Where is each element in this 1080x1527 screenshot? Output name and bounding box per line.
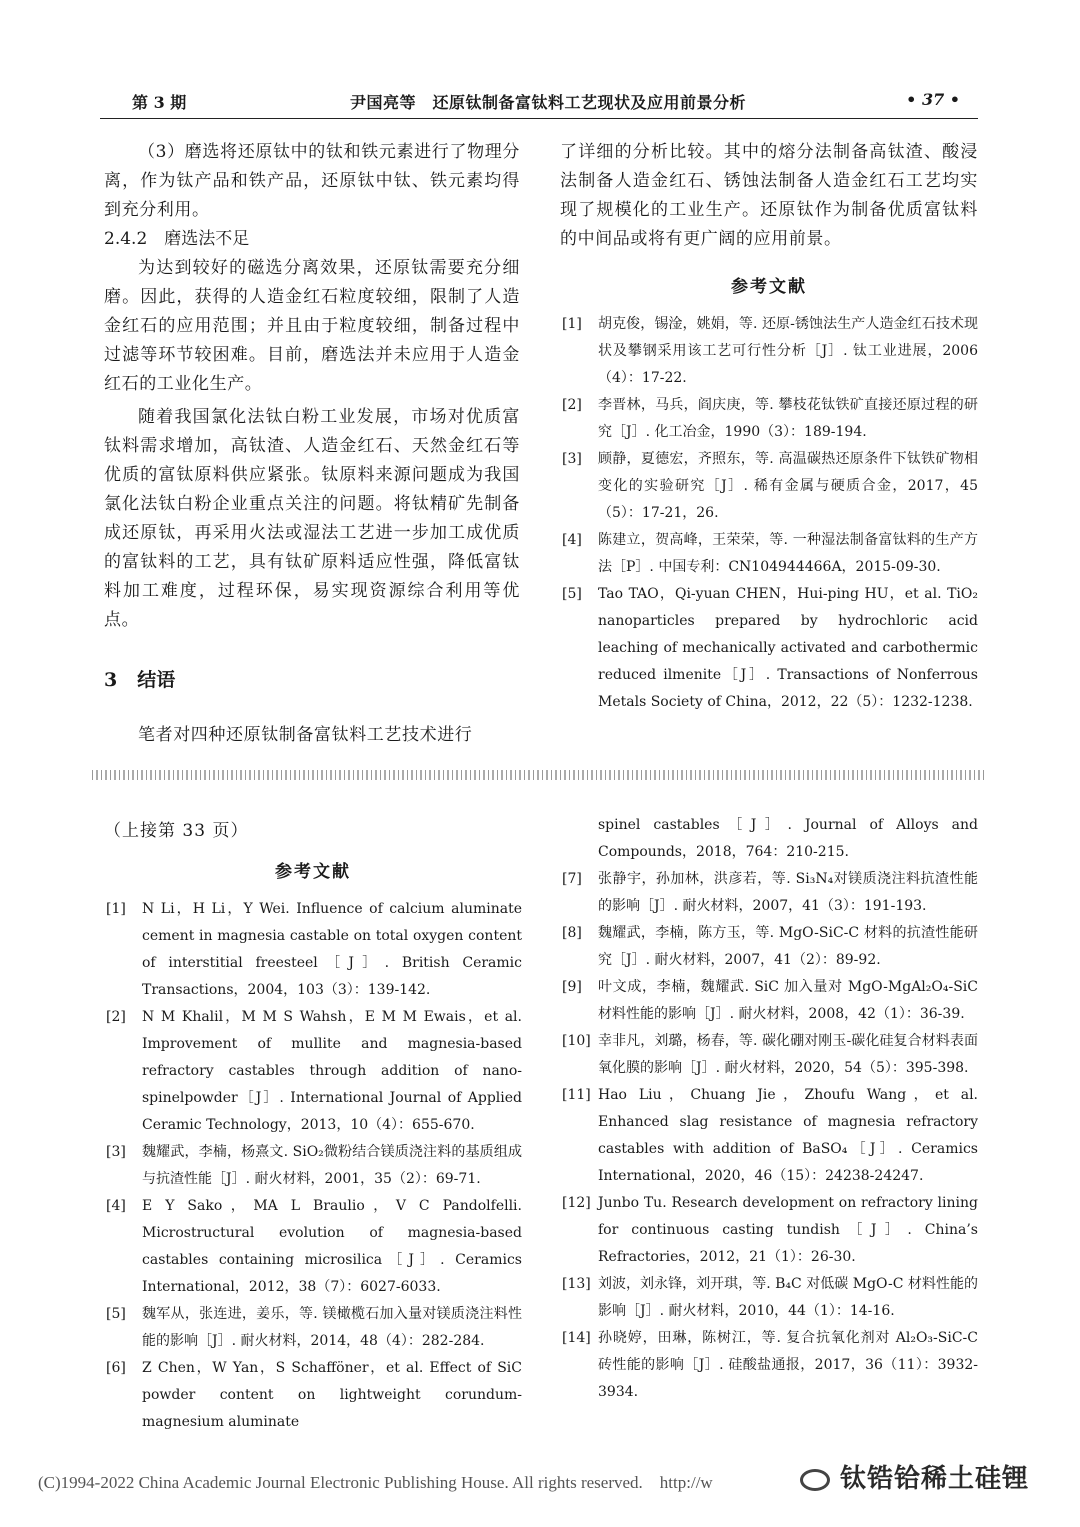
reference-item [560,1271,978,1325]
reference-continuation [560,812,978,866]
ref-label: [3] [106,1144,126,1160]
ref-text: 张静宇，孙加林，洪彦若，等. Si₃N₄对镁质浇注料抗渣性能的影响［J］. 耐火材料，2007，41（3）：191-193. [598,871,978,914]
ref-text: 刘波，刘永锋，刘开琪，等. B₄C 对低碳 MgO-C 材料性能的影响［J］. 耐火材料，2010，44（1）：14-16. [598,1276,978,1319]
ref-label: [6] [106,1360,126,1376]
ref-text: spinel castables［J］. Journal of Alloys and Compounds，2018，764：210-215. [598,817,978,860]
watermark-text: 钛锆铪稀土硅锂 [840,1464,1030,1494]
lower-references-title: 参考文献 [275,862,351,882]
header-rule [100,118,978,119]
ref-label: [8] [562,925,582,941]
lower-reference-list-right [560,812,978,1406]
reference-item [560,392,978,446]
reference-item [560,1325,978,1406]
reference-list [560,311,978,716]
wechat-logo-icon [800,1469,830,1491]
page-number: • 37 • [906,90,960,109]
ref-label: [5] [562,586,582,602]
ref-label: [5] [106,1306,126,1322]
lower-right-column [560,812,978,1406]
ref-text: 魏耀武，李楠，杨熹文. SiO₂微粉结合镁质浇注料的基质组成与抗渣性能［J］. 耐火材料，2001，35（2）：69-71. [142,1144,522,1187]
reference-item [560,866,978,920]
ref-text: 李晋林，马兵，阎庆庚，等. 攀枝花钛铁矿直接还原过程的研究［J］. 化工冶金，1990（3）：189-194. [598,397,978,440]
continuation-note: （上接第 33 页） [104,821,249,841]
ref-text: 魏军从，张连进，姜乐，等. 镁橄榄石加入量对镁质浇注料性能的影响［J］. 耐火材料，2014，48（4）：282-284. [142,1306,522,1349]
ref-label: [3] [562,451,582,467]
ref-label: [2] [106,1009,126,1025]
reference-item [560,1082,978,1190]
ref-label: [11] [562,1087,591,1103]
reference-item [104,1355,522,1436]
ref-text: 叶文成，李楠，魏耀武. SiC 加入量对 MgO-MgAl₂O₄-SiC 材料性能的影响［J］. 耐火材料，2008，42（1）：36-39. [598,979,978,1022]
section-number: 3 [104,669,118,691]
ref-text: 幸非凡，刘璐，杨春，等. 碳化硼对刚玉-碳化硅复合材料表面氧化膜的影响［J］. 耐火材料，2020，54（5）：395-398. [598,1033,978,1076]
subheading-2-4-2: 2.4.2 磨选法不足 [104,229,250,249]
ref-text: 顾静，夏德宏，齐照东，等. 高温碳热还原条件下钛铁矿物相变化的实验研究［J］. 稀有金属与硬质合金，2017，45（5）：17-21，26. [598,451,978,521]
ref-label: [13] [562,1276,591,1292]
paragraph-3: 随着我国氯化法钛白粉工业发展，市场对优质富钛料需求增加，高钛渣、人造金红石、天然金红石等优质的富钛原料供应紧张。钛原料来源问题成为我国氯化法钛白粉企业重点关注的问题。将钛精矿先制备成还原钛，再采用火法或湿法工艺进一步加工成优质的富钛料的工艺，具有钛矿原料适应性强，降低富钛料加工难度，过程环保，易实现资源综合利用等优点。 [104,407,520,630]
reference-item [560,527,978,581]
ref-text: N Li，H Li，Y Wei. Influence of calcium aluminate cement in magnesia castable on total oxygen content of interstitial freesteel［J］. British Ceramic Transactions，2004，103（3）：139-142. [142,901,522,998]
section-heading [104,665,520,695]
ref-label: [1] [106,901,126,917]
ref-label: [7] [562,871,582,887]
copyright-footer: (C)1994-2022 China Academic Journal Electronic Publishing House. All rights reserved. http://w [38,1473,713,1492]
paragraph-4: 笔者对四种还原钛制备富钛料工艺技术进行 [138,725,473,745]
lower-reference-list-left [104,896,522,1436]
reference-item [104,1193,522,1301]
ref-label: [10] [562,1033,591,1049]
ref-label: [9] [562,979,582,995]
reference-item [560,446,978,527]
right-paragraph-1: 了详细的分析比较。其中的熔分法制备高钛渣、酸浸法制备人造金红石、锈蚀法制备人造金红石工艺均实现了规模化的工业生产。还原钛作为制备优质富钛料的中间品或将有更广阔的应用前景。 [560,142,978,249]
ref-label: [4] [562,532,582,548]
issue-number: 第 3 期 [132,93,187,112]
ref-text: 陈建立，贺高峰，王荣荣，等. 一种湿法制备富钛料的生产方法［P］. 中国专利：CN104944466A，2015-09-30. [598,532,978,575]
ref-text: Junbo Tu. Research development on refractory lining for continuous casting tundish［J］. China’s Refractories，2012，21（1）：26-30. [598,1195,978,1265]
reference-item [104,1139,522,1193]
running-title: 尹国亮等 还原钛制备富钛料工艺现状及应用前景分析 [350,93,747,112]
ref-label: [2] [562,397,582,413]
reference-item [560,974,978,1028]
ref-label: [1] [562,316,582,332]
ref-text: Tao TAO，Qi-yuan CHEN，Hui-ping HU，et al. TiO₂ nanoparticles prepared by hydrochloric acid leaching of mechanically activated and carbothermic reduced ilmenite［J］. Transactions of Nonferrous Metals Society of China，2012，22（5）：1232-1238. [598,586,978,710]
ref-label: [14] [562,1330,591,1346]
ref-text: 魏耀武，李楠，陈方玉，等. MgO-SiC-C 材料的抗渣性能研究［J］. 耐火材料，2007，41（2）：89-92. [598,925,978,968]
reference-item [560,920,978,974]
reference-item [560,1190,978,1271]
running-header [100,90,978,116]
reference-item [104,1301,522,1355]
ref-text: N M Khalil，M M S Wahsh，E M M Ewais，et al. Improvement of mullite and magnesia-based refractory castables through addition of nano-spinelpowder［J］. International Journal of Applied Ceramic Technology，2013，10（4）：655-670. [142,1009,522,1133]
ref-label: [12] [562,1195,591,1211]
reference-item [104,896,522,1004]
watermark [800,1458,1029,1495]
reference-item [560,581,978,716]
ref-text: 胡克俊，锡淦，姚娟，等. 还原-锈蚀法生产人造金红石技术现状及攀钢采用该工艺可行性分析［J］. 钛工业进展，2006（4）：17-22. [598,316,978,386]
ref-text: Z Chen，W Yan，S Schafföner，et al. Effect of SiC powder content on lightweight corundum-magnesium aluminate [142,1360,522,1430]
right-column [560,138,978,716]
decorative-divider [92,770,986,780]
ref-text: 孙晓婷，田琳，陈树江，等. 复合抗氧化剂对 Al₂O₃-SiC-C 砖性能的影响［J］. 硅酸盐通报，2017，36（11）：3932-3934. [598,1330,978,1400]
section-title: 结语 [137,669,176,691]
references-title: 参考文献 [731,277,807,297]
reference-item [560,1028,978,1082]
reference-item [104,1004,522,1139]
reference-item [560,311,978,392]
ref-label: [4] [106,1198,126,1214]
paragraph-2: 为达到较好的磁选分离效果，还原钛需要充分细磨。因此，获得的人造金红石粒度较细，限制了人造金红石的应用范围；并且由于粒度较细，制备过程中过滤等环节较困难。目前，磨选法并未应用于人造金红石的工业化生产。 [104,258,520,394]
lower-left-column [104,816,522,1436]
ref-text: Hao Liu，Chuang Jie，Zhoufu Wang，et al. Enhanced slag resistance of magnesia refractory castables with addition of BaSO₄［J］. Ceramics International，2020，46（15）：24238-24247. [598,1087,978,1184]
left-column [104,138,520,750]
ref-text: E Y Sako，MA L Braulio，V C Pandolfelli. Microstructural evolution of magnesia-based castables containing microsilica［J］. Ceramics International，2012，38（7）：6027-6033. [142,1198,522,1295]
paragraph-1: （3）磨选将还原钛中的钛和铁元素进行了物理分离，作为钛产品和铁产品，还原钛中钛、铁元素均得到充分利用。 [104,142,520,220]
